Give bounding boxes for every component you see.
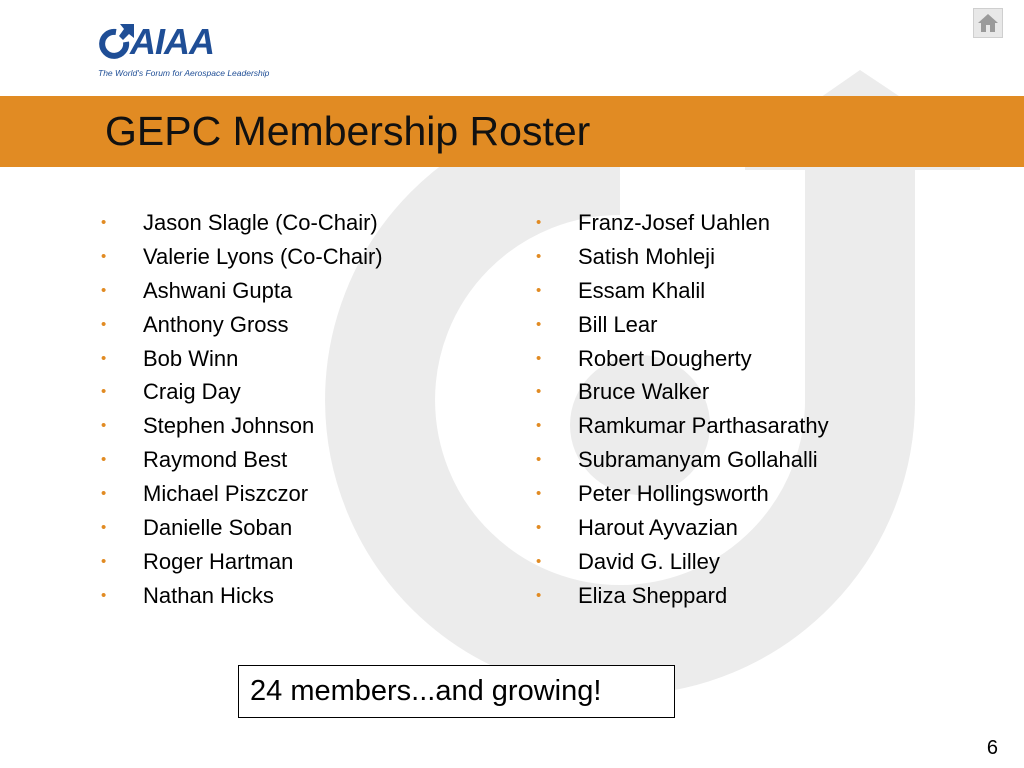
member-name: Subramanyam Gollahalli — [578, 447, 818, 473]
roster-member — [100, 443, 383, 477]
bullet-icon: • — [101, 383, 107, 401]
logo-tagline: The World's Forum for Aerospace Leadership — [98, 68, 270, 78]
bullet-icon: • — [101, 247, 107, 265]
roster-left-column — [100, 206, 383, 613]
bullet-icon: • — [101, 485, 107, 503]
roster-member — [100, 375, 383, 409]
member-name: Satish Mohleji — [578, 243, 715, 269]
bullet-icon: • — [536, 214, 542, 231]
roster-member — [535, 342, 829, 376]
roster-member — [100, 579, 383, 613]
page-title: GEPC Membership Roster — [105, 108, 591, 154]
roster-member — [100, 477, 383, 511]
roster-member — [535, 545, 829, 579]
bullet-icon: • — [101, 586, 107, 604]
member-name: Harout Ayvazian — [578, 515, 738, 541]
home-button[interactable] — [973, 8, 1003, 38]
member-name: Anthony Gross — [143, 311, 289, 337]
member-name: Robert Dougherty — [578, 345, 752, 371]
bullet-icon: • — [101, 315, 107, 333]
bullet-icon: • — [536, 519, 542, 537]
bullet-icon: • — [536, 485, 542, 503]
member-name: Valerie Lyons (Co-Chair) — [143, 243, 383, 269]
roster-member — [100, 240, 383, 274]
member-name: Essam Khalil — [578, 277, 706, 303]
member-name: Nathan Hicks — [143, 582, 274, 608]
roster-right-column — [535, 206, 829, 613]
logo-wordmark: AIAA — [130, 21, 214, 62]
roster-member — [535, 579, 829, 613]
member-name: Jason Slagle (Co-Chair) — [143, 210, 378, 235]
member-name: Bruce Walker — [578, 379, 710, 405]
member-name: Ashwani Gupta — [143, 277, 293, 303]
bullet-icon: • — [101, 417, 107, 435]
roster-member — [535, 308, 829, 342]
roster-member — [535, 274, 829, 308]
member-name: Bob Winn — [143, 345, 239, 371]
bullet-icon: • — [536, 586, 542, 604]
member-count-callout: 24 members...and growing! — [238, 665, 675, 718]
roster-member — [100, 308, 383, 342]
bullet-icon: • — [536, 417, 542, 435]
roster-member — [535, 511, 829, 545]
member-name: Peter Hollingsworth — [578, 481, 769, 507]
bullet-icon: • — [101, 552, 107, 570]
roster-member — [100, 274, 383, 308]
roster-member — [535, 240, 829, 274]
page-number: 6 — [986, 737, 998, 759]
bullet-icon: • — [101, 349, 107, 367]
aiaa-logo — [96, 18, 270, 80]
bullet-icon: • — [101, 451, 107, 469]
bullet-icon: • — [536, 383, 542, 401]
bullet-icon: • — [101, 519, 107, 537]
bullet-icon: • — [536, 281, 542, 299]
home-icon — [977, 13, 999, 33]
bullet-icon: • — [536, 451, 542, 469]
member-name: Danielle Soban — [143, 515, 293, 541]
bullet-icon: • — [101, 214, 107, 231]
roster-member — [100, 342, 383, 376]
bullet-icon: • — [101, 281, 107, 299]
member-name: Craig Day — [143, 379, 241, 405]
roster-member — [100, 409, 383, 443]
bullet-icon: • — [536, 315, 542, 333]
bullet-icon: • — [536, 552, 542, 570]
roster-member — [535, 477, 829, 511]
member-name: Ramkumar Parthasarathy — [578, 413, 829, 439]
roster-member — [100, 545, 383, 579]
member-name: Eliza Sheppard — [578, 582, 728, 608]
roster-member — [100, 206, 383, 240]
member-name: Raymond Best — [143, 447, 288, 473]
roster-member — [535, 409, 829, 443]
roster-member — [100, 511, 383, 545]
bullet-icon: • — [536, 247, 542, 265]
member-name: Stephen Johnson — [143, 413, 315, 439]
bullet-icon: • — [536, 349, 542, 367]
roster-member — [535, 443, 829, 477]
roster-member — [535, 206, 829, 240]
member-name: Franz-Josef Uahlen — [578, 210, 770, 235]
member-name: Michael Piszczor — [143, 481, 309, 507]
roster-member — [535, 375, 829, 409]
member-name: Bill Lear — [578, 311, 658, 337]
member-name: Roger Hartman — [143, 548, 294, 574]
member-name: David G. Lilley — [578, 548, 720, 574]
